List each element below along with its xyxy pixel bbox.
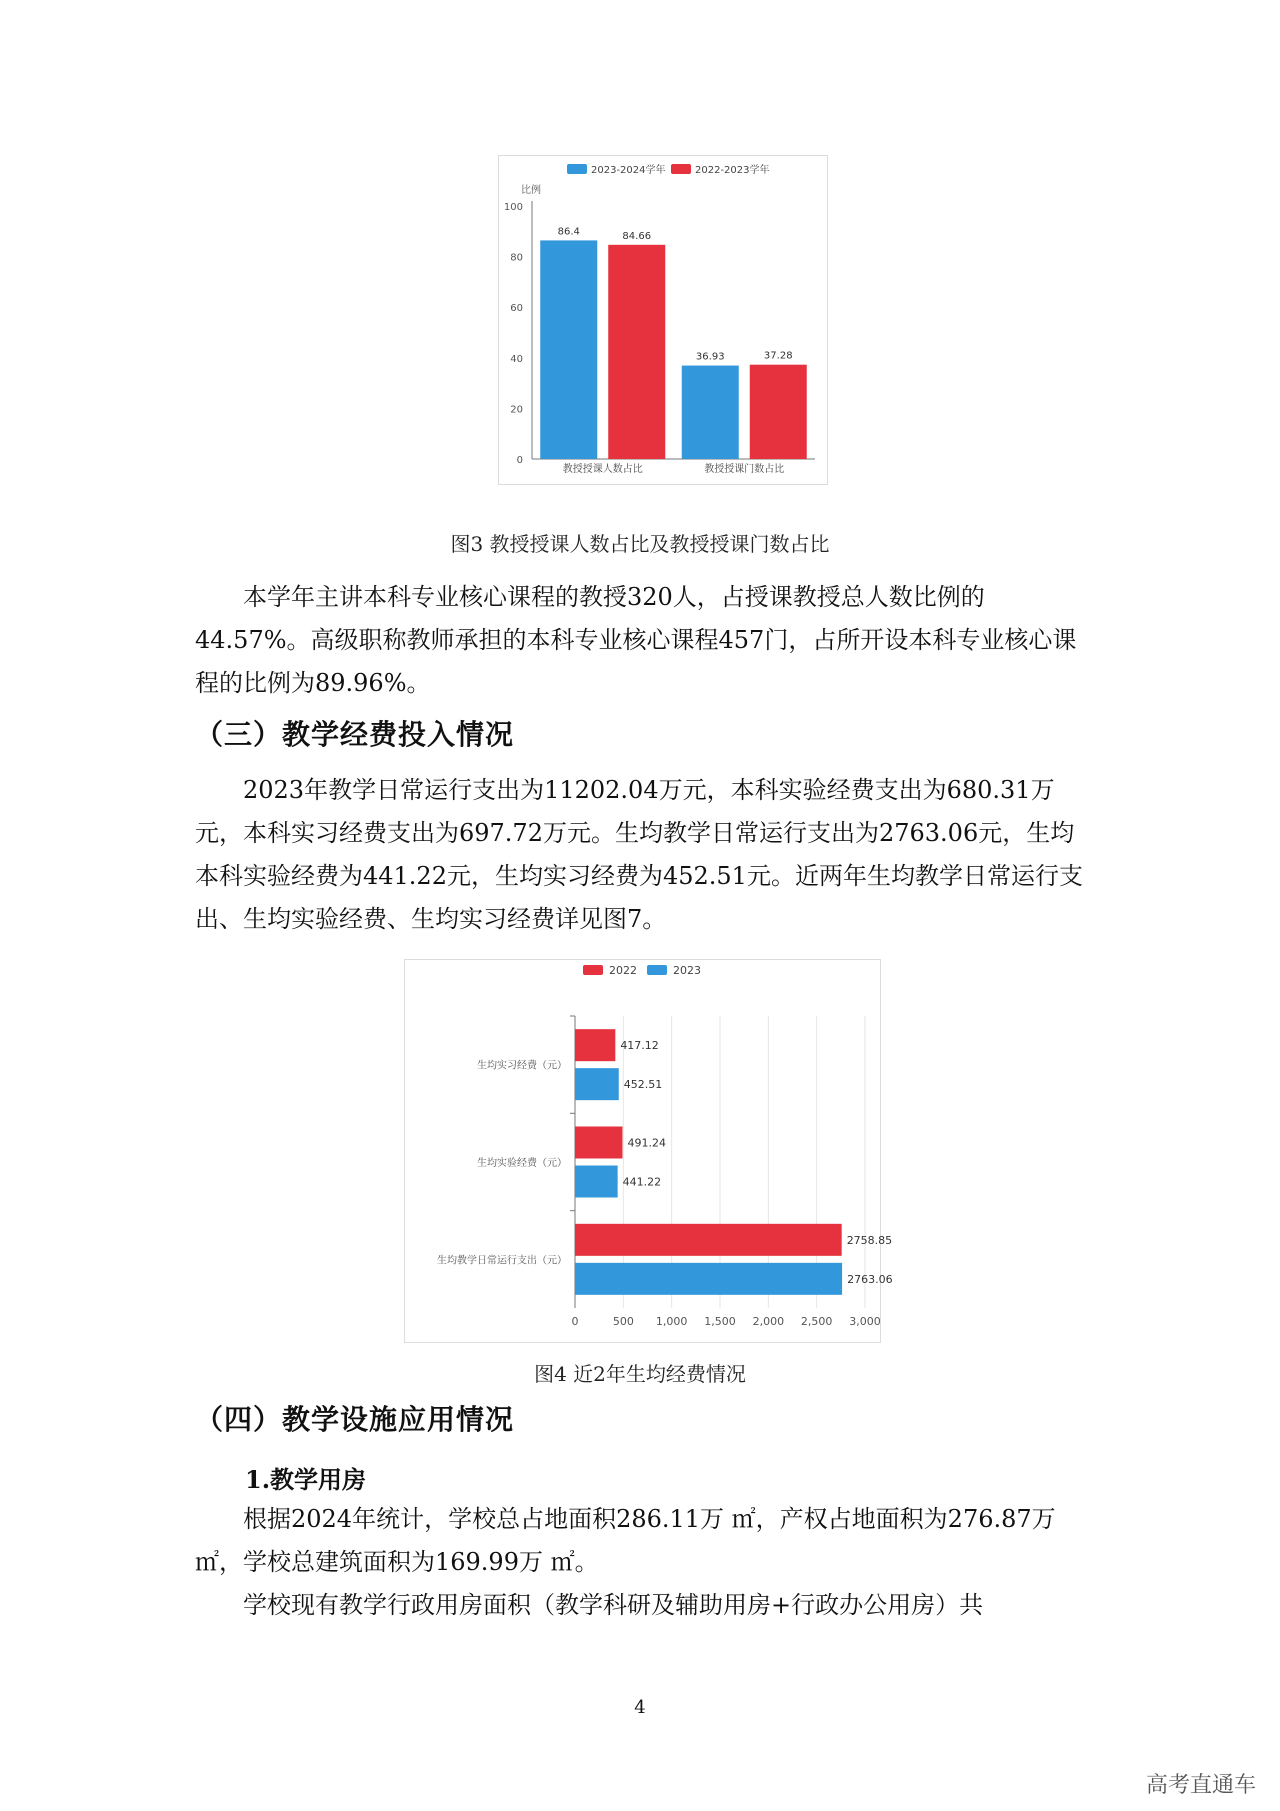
bar-1-0 [682,366,739,459]
section-heading-funding: （三）教学经费投入情况 [195,718,515,751]
y-axis-label: 比例 [521,185,541,196]
bar-0-0 [575,1029,615,1061]
y-tick-label: 40 [510,353,523,365]
paragraph-funding: 2023年教学日常运行支出为11202.04万元，本科实验经费支出为680.31万元，本科实习经费支出为697.72万元。生均教学日常运行支出为2763.06元，生均本科实验经费为441.22元，生均实习经费为452.51元。近两年生均教学日常运行支出、生均实验经费、生均实习经费详见图7。 [195,776,1083,933]
figure4-caption: 图4 近2年生均经费情况 [534,1362,746,1386]
bar-value-label: 491.24 [627,1136,666,1150]
figure3-caption: 图3 教授授课人数占比及教授授课门数占比 [450,532,830,556]
bar-value-label: 37.28 [763,350,793,362]
x-category-label: 教授授课门数占比 [704,464,785,475]
figure3-chart [498,155,828,485]
legend-label-1: 2023 [673,964,701,977]
y-category-label: 生均实习经费（元） [477,1060,567,1072]
legend-swatch-1 [647,965,667,975]
y-tick-label: 0 [516,455,523,466]
figure4-chart [404,959,893,1343]
bar-value-label: 2758.85 [846,1233,893,1247]
legend-swatch-0 [567,164,587,174]
y-tick-label: 100 [503,202,523,213]
bar-2-1 [575,1263,842,1295]
figure3-svg [499,156,827,484]
bar-1-1 [750,365,807,459]
x-tick-label: 1,500 [704,1315,736,1328]
legend-swatch-0 [583,965,603,975]
x-tick-label: 0 [571,1315,579,1328]
bar-0-1 [575,1068,619,1100]
legend-swatch-1 [671,164,691,174]
bar-value-label: 441.22 [622,1175,662,1189]
bar-0-0 [540,240,597,459]
bar-value-label: 86.4 [557,226,580,238]
bar-2-0 [575,1224,842,1256]
bar-value-label: 417.12 [620,1039,659,1053]
y-tick-label: 60 [510,303,523,315]
bar-value-label: 2763.06 [847,1272,893,1286]
bar-value-label: 452.51 [623,1078,663,1092]
watermark-text: 高考直通车 [1145,1773,1256,1798]
y-category-label: 生均实验经费（元） [477,1158,567,1169]
legend-label-0: 2022 [609,964,637,977]
y-tick-label: 20 [510,404,523,416]
paragraph-land-area: 根据2024年统计，学校总占地面积286.11万 ㎡，产权占地面积为276.87万㎡，学校总建筑面积为169.99万 ㎡。 [195,1505,1056,1576]
bar-value-label: 36.93 [695,351,725,363]
x-tick-label: 3,000 [849,1315,881,1328]
x-tick-label: 500 [612,1315,634,1328]
page-number: 4 [634,1697,646,1718]
y-category-label: 生均教学日常运行支出（元） [437,1255,567,1267]
section-heading-facilities: （四）教学设施应用情况 [195,1403,515,1436]
x-tick-label: 2,000 [752,1315,785,1328]
x-tick-label: 1,000 [655,1315,688,1328]
subheading-teaching-buildings: 1.教学用房 [245,1465,367,1494]
y-tick-label: 80 [510,252,523,264]
x-category-label: 教授授课人数占比 [562,464,643,475]
bar-1-0 [575,1127,622,1159]
bar-0-1 [608,245,665,459]
paragraph-office-area: 学校现有教学行政用房面积（教学科研及辅助用房+行政办公用房）共 [243,1591,984,1619]
bar-value-label: 84.66 [622,230,652,242]
figure4-svg [405,960,893,1342]
bar-1-1 [575,1166,618,1198]
legend-label-0: 2023-2024学年 [591,165,666,176]
legend-label-1: 2022-2023学年 [695,165,770,176]
paragraph-professor-courses: 本学年主讲本科专业核心课程的教授320人，占授课教授总人数比例的44.57%。高级职称教师承担的本科专业核心课程457门，占所开设本科专业核心课程的比例为89.96%。 [195,583,1077,697]
x-tick-label: 2,500 [800,1315,833,1328]
